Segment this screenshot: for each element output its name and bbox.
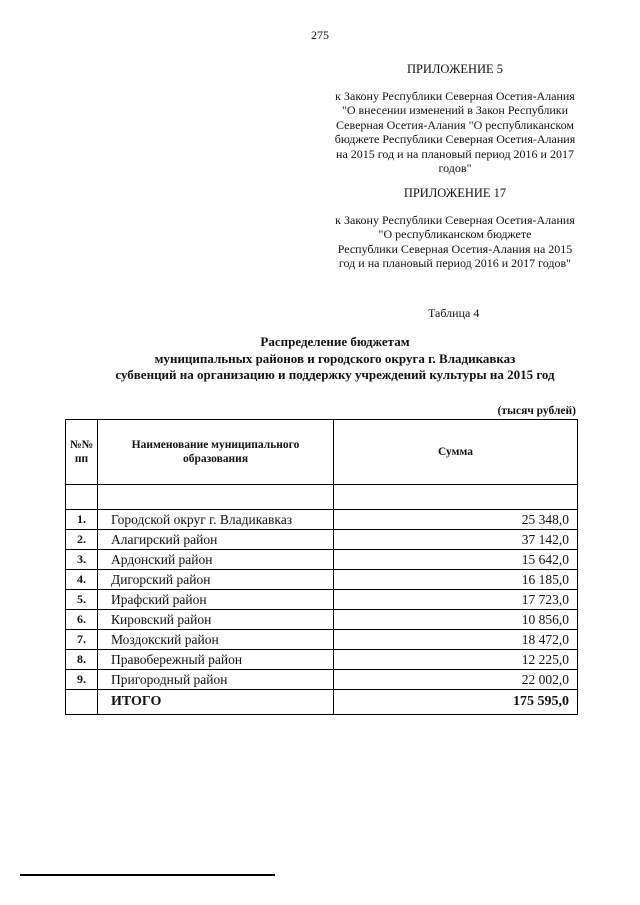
- document-title: [40, 334, 630, 384]
- row-number: 4.: [66, 570, 98, 590]
- row-sum: 22 002,0: [334, 670, 578, 690]
- total-sum: 175 595,0: [334, 690, 578, 715]
- appendix-5-line: к Закону Республики Северная Осетия-Алания: [335, 88, 575, 103]
- table-header-row: [66, 420, 578, 485]
- row-number: 1.: [66, 510, 98, 530]
- appendix-17-heading: ПРИЛОЖЕНИЕ 17: [403, 186, 507, 200]
- header-name: [98, 420, 334, 485]
- appendix-17-line: год и на плановый период 2016 и 2017 годов": [338, 256, 572, 270]
- row-name: Ардонский район: [98, 550, 334, 570]
- appendix-5-line: годов": [438, 161, 472, 175]
- header-name-line1: Наименование муниципального: [131, 439, 300, 451]
- table-row: [66, 610, 578, 630]
- table-spacer-row: [66, 485, 578, 510]
- row-sum: 16 185,0: [334, 570, 578, 590]
- appendix-5-line: "О внесении изменений в Закон Республики: [341, 103, 569, 117]
- header-sum: Сумма: [334, 420, 578, 485]
- title-line: субвенций на организацию и поддержку учреждений культуры на 2015 год: [115, 367, 555, 382]
- row-sum: 17 723,0: [334, 590, 578, 610]
- row-name: Кировский район: [98, 610, 334, 630]
- table-row: [66, 650, 578, 670]
- row-name: Ирафский район: [98, 590, 334, 610]
- title-line: Распределение бюджетам: [260, 334, 410, 349]
- row-number: 6.: [66, 610, 98, 630]
- total-label: ИТОГО: [98, 690, 334, 715]
- page-number: 275: [311, 28, 329, 42]
- units-label: (тысяч рублей): [497, 405, 576, 417]
- appendix-17-line: к Закону Республики Северная Осетия-Алания: [335, 212, 575, 227]
- appendix-17-line: "О республиканском бюджете: [378, 227, 532, 241]
- row-number: 2.: [66, 530, 98, 550]
- table-row: [66, 630, 578, 650]
- appendix-17-block: [330, 186, 580, 271]
- row-name: Пригородный район: [98, 670, 334, 690]
- row-number: 9.: [66, 670, 98, 690]
- row-number: 7.: [66, 630, 98, 650]
- header-name-line2: образования: [182, 453, 249, 465]
- budget-table: [65, 419, 578, 715]
- appendix-5-line: бюджете Республики Северная Осетия-Алания: [334, 132, 576, 146]
- appendix-5-heading: ПРИЛОЖЕНИЕ 5: [406, 62, 504, 76]
- table-row: [66, 510, 578, 530]
- footer-divider: [20, 874, 275, 876]
- row-number: 5.: [66, 590, 98, 610]
- header-number: [66, 420, 98, 485]
- row-name: Правобережный район: [98, 650, 334, 670]
- table-row: [66, 550, 578, 570]
- budget-table-wrapper: [65, 419, 577, 715]
- row-sum: 10 856,0: [334, 610, 578, 630]
- title-line: муниципальных районов и городского округа г. Владикавказ: [154, 350, 516, 366]
- table-row: [66, 570, 578, 590]
- row-sum: 37 142,0: [334, 530, 578, 550]
- row-name: Дигорский район: [98, 570, 334, 590]
- row-number: 3.: [66, 550, 98, 570]
- row-number: 8.: [66, 650, 98, 670]
- row-name: Городской округ г. Владикавказ: [98, 510, 334, 530]
- row-sum: 15 642,0: [334, 550, 578, 570]
- row-sum: 12 225,0: [334, 650, 578, 670]
- table-row: [66, 530, 578, 550]
- row-sum: 25 348,0: [334, 510, 578, 530]
- header-number-line2: пп: [74, 453, 89, 465]
- row-sum: 18 472,0: [334, 630, 578, 650]
- row-name: Моздокский район: [98, 630, 334, 650]
- appendix-5-line: Северная Осетия-Алания "О республиканском: [336, 117, 574, 132]
- header-number-line1: №№: [69, 439, 94, 451]
- appendix-5-block: [330, 62, 580, 176]
- row-name: Алагирский район: [98, 530, 334, 550]
- appendix-5-line: на 2015 год и на плановый период 2016 и 2017: [336, 146, 574, 161]
- table-label: Таблица 4: [428, 306, 480, 320]
- table-row: [66, 590, 578, 610]
- table-row: [66, 670, 578, 690]
- table-total-row: [66, 690, 578, 715]
- appendix-17-line: Республики Северная Осетия-Алания на 2015: [337, 241, 573, 256]
